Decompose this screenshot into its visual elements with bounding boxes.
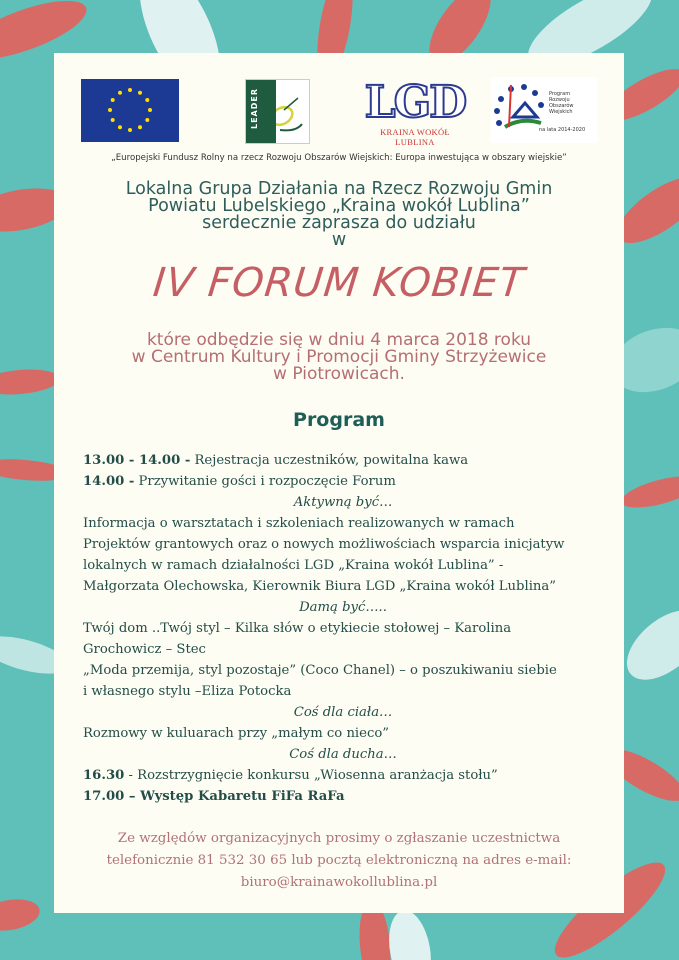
program-item: lokalnych w ramach działalności LGD „Kraina wokół Lublina” - (83, 558, 504, 573)
prow-years: na lata 2014-2020 (539, 127, 586, 133)
prow-logo (491, 77, 597, 143)
contact-email: biuro@krainawokollublina.pl (240, 875, 438, 890)
organizer-line: serdecznie zaprasza do udziału (202, 213, 476, 233)
event-title: IV FORUM KOBIET (150, 260, 528, 306)
eu-stars-icon (81, 79, 179, 142)
program-section: Coś dla ciała… (293, 705, 393, 720)
event-info-line: w Piotrowicach. (273, 364, 405, 384)
program-item: 13.00 - 14.00 - Rejestracja uczestników, powitalna kawa (83, 453, 469, 468)
program-list (83, 450, 603, 807)
contact-phone-line: telefonicznie 81 532 30 65 lub pocztą elektroniczną na adres e-mail: (106, 853, 572, 868)
prow-logo-text: Program Rozwoju Obszarów Wiejskich (549, 91, 574, 115)
event-info-line: które odbędzie się w dniu 4 marca 2018 roku (146, 330, 532, 350)
program-item: Projektów grantowych oraz o nowych możliwościach wsparcia inicjatyw (83, 537, 565, 552)
program-item: 17.00 – Występ Kabaretu FiFa RaFa (83, 789, 345, 804)
lgd-logo-subtitle: KRAINA WOKÓŁ LUBLINA (380, 127, 450, 147)
program-item: Rozmowy w kuluarach przy „małym co nieco” (83, 726, 390, 741)
program-item: Grochowicz – Stec (83, 642, 206, 657)
organizer-line: Lokalna Grupa Działania na Rzecz Rozwoju Gmin (125, 179, 553, 199)
program-section: Aktywną być… (293, 495, 393, 510)
contact-line: Ze względów organizacyjnych prosimy o zgłaszanie uczestnictwa (117, 831, 561, 846)
program-item: Twój dom ..Twój styl – Kilka słów o etykiecie stołowej – Karolina (83, 621, 512, 636)
sponsor-logos (54, 77, 624, 147)
leader-label: LEADER (250, 88, 259, 130)
program-section: Damą być….. (299, 600, 387, 615)
eu-flag-logo (81, 79, 179, 142)
program-item: i własnego stylu –Eliza Potocka (83, 684, 292, 699)
event-date-location (54, 332, 624, 383)
program-item: Małgorzata Olechowska, Kierownik Biura LGD „Kraina wokół Lublina” (83, 579, 557, 594)
invitation-card (54, 53, 624, 913)
organizer-intro (54, 181, 624, 249)
organizer-line: w (331, 230, 347, 250)
program-item: „Moda przemija, styl pozostaje” (Coco Chanel) – o poszukiwaniu siebie (83, 663, 557, 678)
lgd-logo (360, 77, 470, 147)
leaf-icon (276, 80, 309, 143)
lgd-logo-text: LGD (364, 77, 466, 128)
program-section: Coś dla ducha… (289, 747, 397, 762)
organizer-line: Powiatu Lubelskiego „Kraina wokół Lublina” (148, 196, 530, 216)
program-heading: Program (293, 409, 385, 431)
leader-logo (245, 79, 310, 144)
contact-info (54, 828, 624, 894)
program-item: 14.00 - Przywitanie gości i rozpoczęcie Forum (83, 474, 396, 489)
program-item: Informacja o warsztatach i szkoleniach realizowanych w ramach (83, 516, 515, 531)
program-item: 16.30 - Rozstrzygnięcie konkursu „Wiosenna aranżacja stołu” (83, 768, 498, 783)
fund-caption: „Europejski Fundusz Rolny na rzecz Rozwoju Obszarów Wiejskich: Europa inwestująca w obszary wiejskie” (111, 153, 567, 163)
prow-emblem-icon (491, 77, 547, 143)
event-info-line: w Centrum Kultury i Promocji Gminy Strzyżewice (131, 347, 547, 367)
